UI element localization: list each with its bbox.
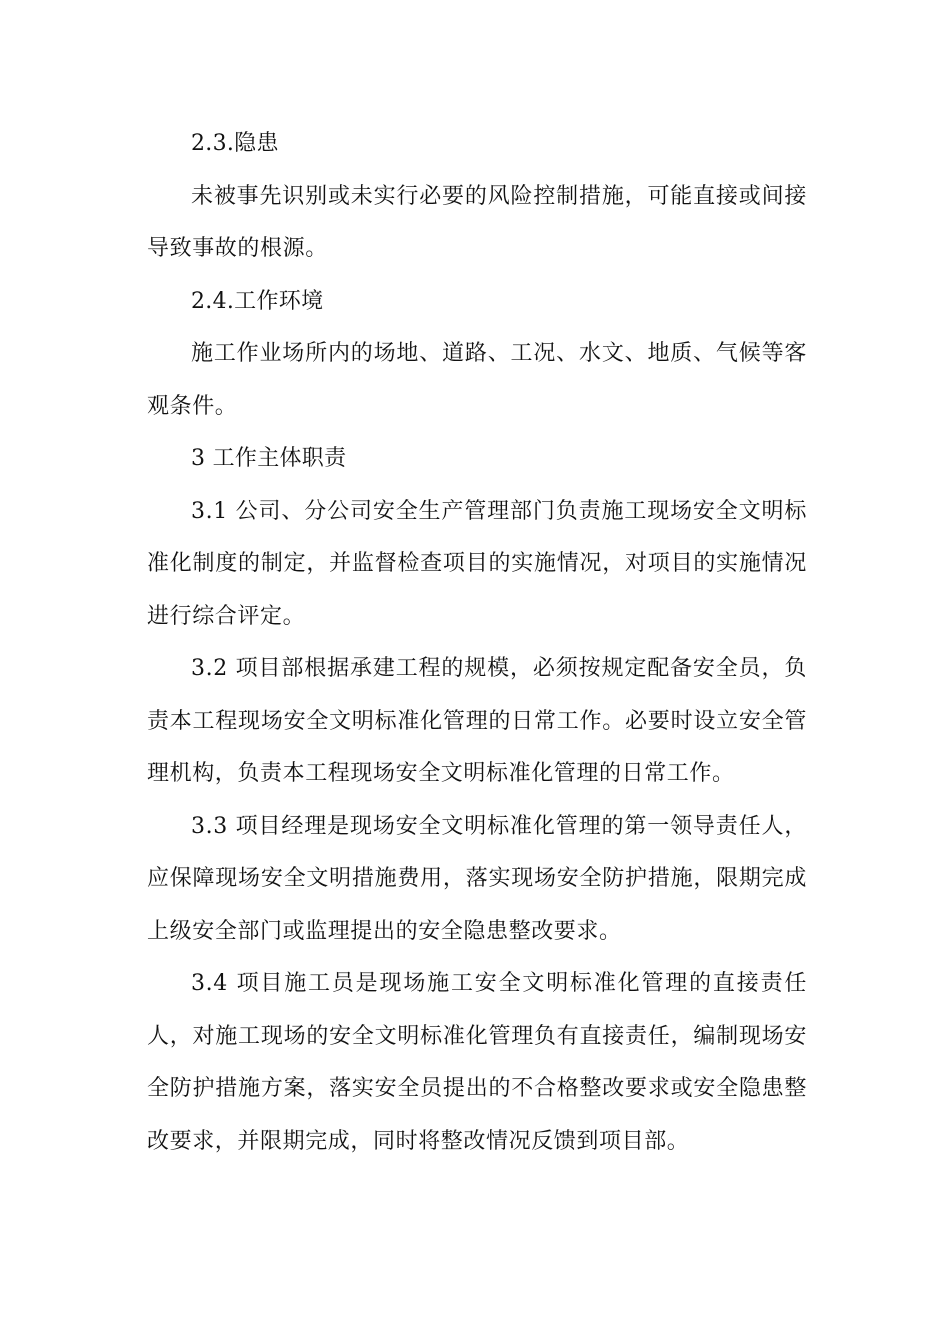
paragraph-3-1: 3.1 公司、分公司安全生产管理部门负责施工现场安全文明标准化制度的制定，并监督检查项目的实施情况，对项目的实施情况进行综合评定。 [147,498,807,629]
section-heading-3: 3 工作主体职责 [191,446,347,471]
section-heading-2-4: 2.4.工作环境 [191,288,324,314]
section-heading-2-3: 2.3.隐患 [191,131,279,156]
paragraph-3-3: 3.3 项目经理是现场安全文明标准化管理的第一领导责任人，应保障现场安全文明措施费用，落实现场安全防护措施，限期完成上级安全部门或监理提出的安全隐患整改要求。 [147,813,807,944]
paragraph-2-3: 未被事先识别或未实行必要的风险控制措施，可能直接或间接导致事故的根源。 [147,183,807,261]
document-body [147,118,807,1168]
paragraph-2-4: 施工作业场所内的场地、道路、工况、水文、地质、气候等客观条件。 [147,341,807,419]
paragraph-3-2: 3.2 项目部根据承建工程的规模，必须按规定配备安全员，负责本工程现场安全文明标准化管理的日常工作。必要时设立安全管理机构，负责本工程现场安全文明标准化管理的日常工作。 [147,656,807,786]
paragraph-3-4: 3.4 项目施工员是现场施工安全文明标准化管理的直接责任人，对施工现场的安全文明标准化管理负有直接责任，编制现场安全防护措施方案，落实安全员提出的不合格整改要求或安全隐患整改要求，并限期完成，同时将整改情况反馈到项目部。 [147,971,807,1154]
